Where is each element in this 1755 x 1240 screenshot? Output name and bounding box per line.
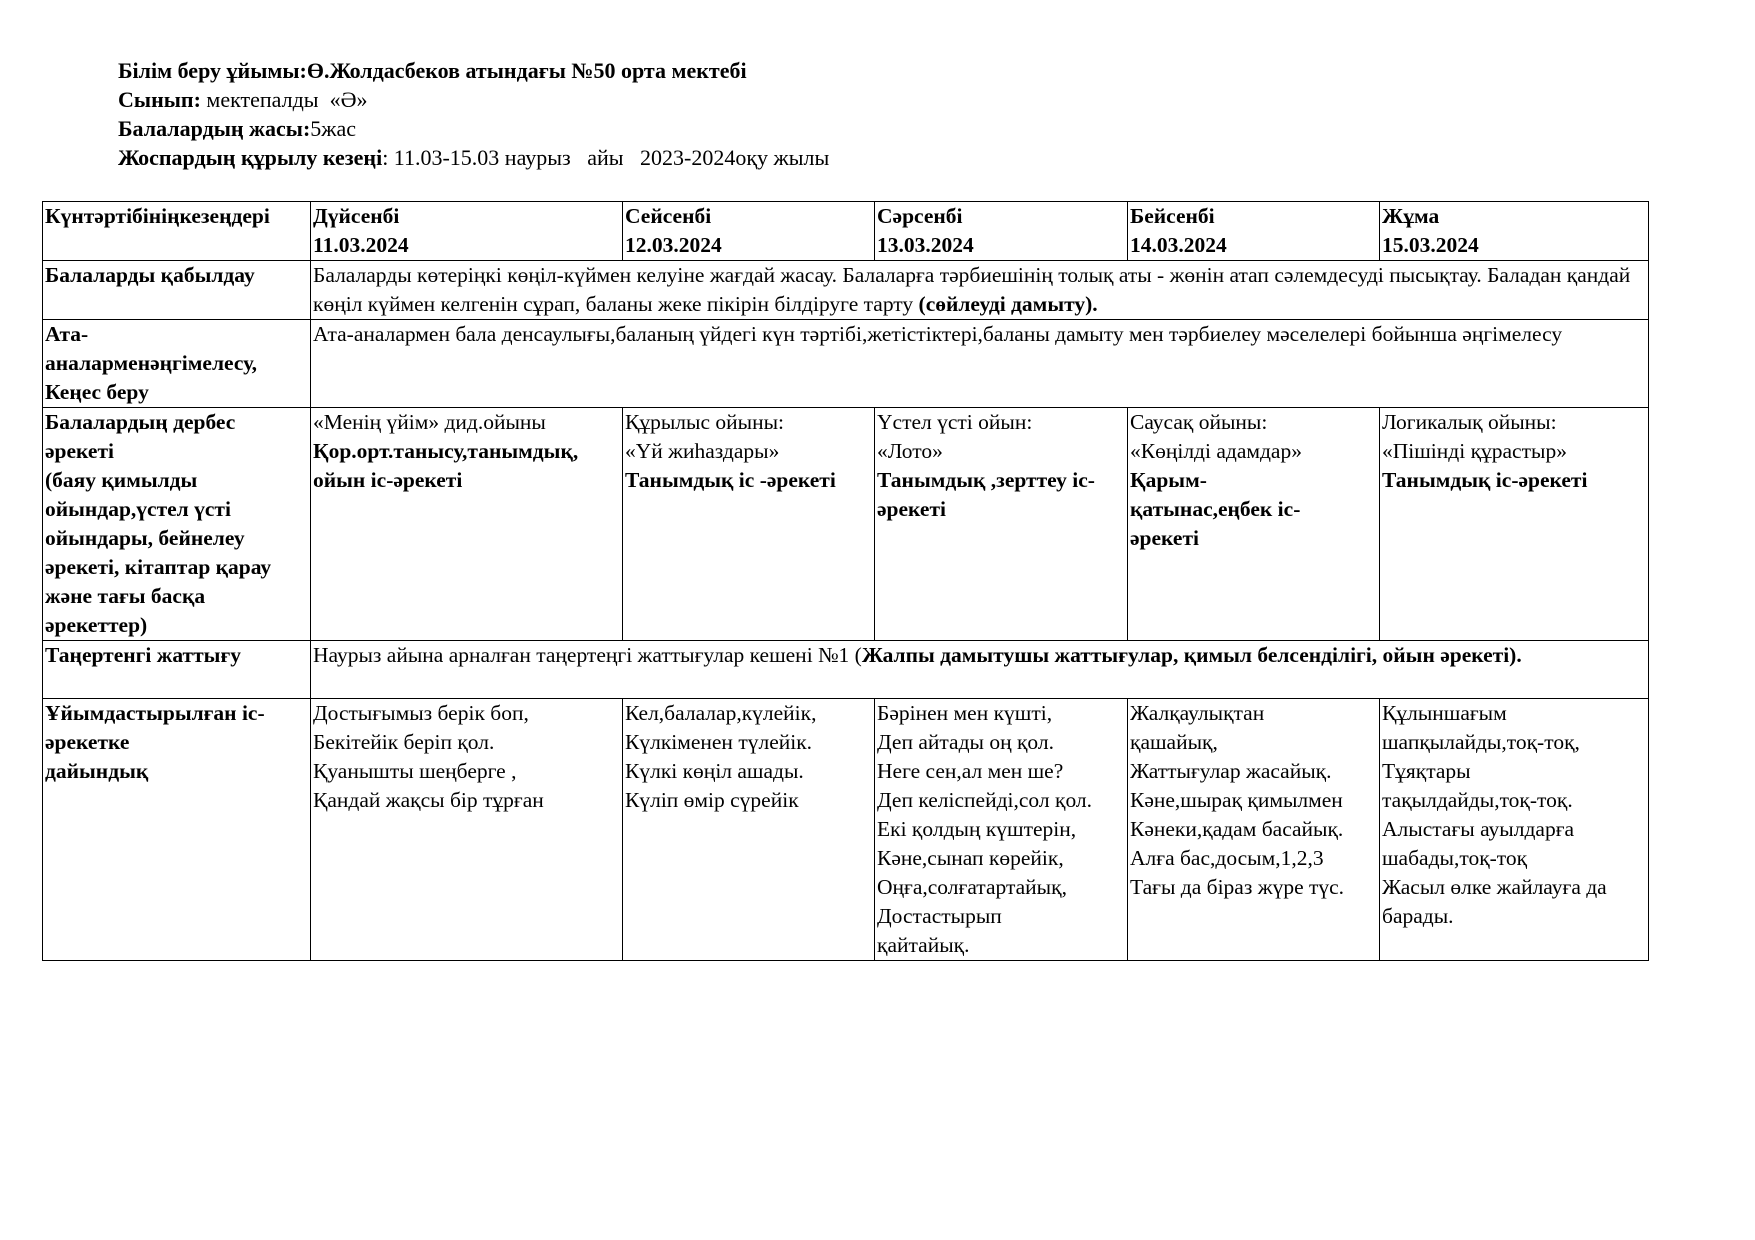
weekly-plan-table — [42, 201, 1649, 961]
org-label: Білім беру ұйымы: — [118, 58, 307, 83]
reception-text-bold: (сөйлеуді дамыту). — [918, 292, 1098, 316]
reception-text: Балаларды көтеріңкі көңіл-күймен келуіне жағдай жасау. Балаларға тәрбиешінің толық аты - жөнін атап сәлемдесуді пысықтау. Баладан қандай көңіл күймен келгенін сұрап, баланы жеке пікірін білдіруге тарту — [313, 263, 1631, 316]
row-label-parents-line: аналарменәңгімелесу, — [45, 351, 258, 375]
activity-type: Қарым- қатынас,еңбек іс- әрекеті — [1130, 468, 1301, 550]
row-label-parents-line: Кеңес беру — [45, 380, 149, 404]
reception-text-cell — [311, 261, 1649, 320]
organized-cell-friday: Құлыншағым шапқылайды,тоқ-тоқ, Тұяқтары тақылдайды,тоқ-тоқ. Алыстағы ауылдарға шабады,тоқ-тоқ Жасыл өлке жайлауға да барады. — [1380, 699, 1649, 961]
age-value: 5жас — [310, 116, 356, 141]
day-header-tuesday — [623, 202, 875, 261]
organized-cell-monday: Достығымыз берік боп, Бекітейік беріп қол. Қуанышты шеңберге , Қандай жақсы бір тұрған — [311, 699, 623, 961]
row-label-organized: Ұйымдастырылған іс- әрекетке дайындық — [43, 699, 311, 961]
period-line — [118, 143, 829, 172]
day-header-thursday — [1128, 202, 1380, 261]
day-header-monday — [311, 202, 623, 261]
row-label-morning: Таңертенгі жаттығу — [43, 641, 311, 699]
activity-name: Үстел үсті ойын: «Лото» — [877, 410, 1033, 463]
activity-type: Танымдық іс -әрекеті — [625, 468, 836, 492]
organized-cell-tuesday: Кел,балалар,күлейік, Күлкіменен түлейік. Күлкі көңіл ашады. Күліп өмір сүрейік — [623, 699, 875, 961]
morning-text-cell — [311, 641, 1649, 699]
age-line — [118, 114, 829, 143]
activity-type: Танымдық ,зерттеу іс-әрекеті — [877, 468, 1095, 521]
table-row — [43, 699, 1649, 961]
row-label-independent: Балалардың дербес әрекеті (баяу қимылды ойындар,үстел үсті ойындары, бейнелеу әрекеті, кітаптар қарау және тағы басқа әрекеттер) — [43, 408, 311, 641]
activity-name: «Менің үйім» дид.ойыны — [313, 410, 546, 434]
organized-cell-wednesday: Бәрінен мен күшті, Деп айтады оң қол. Неге сен,ал мен ше? Деп келіспейді,сол қол. Екі қолдың күштерін, Кәне,сынап көрейік, Оңға,солғатартайық, Достастырып қайтайық. — [875, 699, 1128, 961]
day-name: Сәрсенбі — [877, 204, 963, 228]
class-label: Сынып: — [118, 87, 201, 112]
independent-cell-thursday — [1128, 408, 1380, 641]
table-row — [43, 261, 1649, 320]
activity-name: Құрылыс ойыны: «Үй жиһаздары» — [625, 410, 785, 463]
period-value: : 11.03-15.03 наурыз айы 2023-2024оқу жылы — [382, 145, 830, 170]
parents-text: Ата-аналармен бала денсаулығы,баланың үйдегі күн тәртібі,жетістіктері,баланы дамыту мен тәрбиелеу мәселелері бойынша әңгімелесу — [311, 320, 1649, 408]
day-date: 11.03.2024 — [313, 233, 409, 257]
day-name: Дүйсенбі — [313, 204, 400, 228]
activity-type: Қор.орт.танысу,танымдық, ойын іс-әрекеті — [313, 439, 579, 492]
day-date: 13.03.2024 — [877, 233, 974, 257]
row-label-parents — [43, 320, 311, 408]
day-name: Жұма — [1382, 204, 1440, 228]
organized-cell-thursday: Жалқаулықтан қашайық, Жаттығулар жасайық. Кәне,шырақ қимылмен Кәнеки,қадам басайық. Алға бас,досым,1,2,3 Тағы да біраз жүре түс. — [1128, 699, 1380, 961]
table-row — [43, 408, 1649, 641]
day-header-wednesday — [875, 202, 1128, 261]
independent-cell-wednesday — [875, 408, 1128, 641]
independent-cell-tuesday — [623, 408, 875, 641]
activity-name: Логикалық ойыны: «Пішінді құрастыр» — [1382, 410, 1567, 463]
morning-text-bold: Жалпы дамытушы жаттығулар, қимыл белсенділігі, ойын әрекеті). — [861, 643, 1522, 667]
col-header-stages: Күнтәртібініңкезеңдері — [43, 202, 311, 261]
age-label: Балалардың жасы: — [118, 116, 311, 141]
row-label-reception: Балаларды қабылдау — [43, 261, 311, 320]
activity-type: Танымдық іс-әрекеті — [1382, 468, 1588, 492]
document-header — [118, 56, 829, 172]
activity-name: Саусақ ойыны: «Көңілді адамдар» — [1130, 410, 1302, 463]
class-value: мектепалды «Ә» — [200, 87, 368, 112]
org-value: Ө.Жолдасбеков атындағы №50 орта мектебі — [306, 58, 747, 83]
class-line — [118, 85, 829, 114]
day-name: Сейсенбі — [625, 204, 712, 228]
day-header-friday — [1380, 202, 1649, 261]
org-line — [118, 56, 829, 85]
day-date: 12.03.2024 — [625, 233, 722, 257]
period-label: Жоспардың құрылу кезеңі — [118, 145, 383, 170]
morning-text: Наурыз айына арналған таңертеңгі жаттығулар кешені №1 ( — [313, 643, 862, 667]
table-row — [43, 641, 1649, 699]
independent-cell-friday — [1380, 408, 1649, 641]
row-label-parents-line: Ата- — [45, 322, 89, 346]
table-row — [43, 320, 1649, 408]
day-date: 14.03.2024 — [1130, 233, 1227, 257]
day-name: Бейсенбі — [1130, 204, 1215, 228]
independent-cell-monday — [311, 408, 623, 641]
table-header-row — [43, 202, 1649, 261]
day-date: 15.03.2024 — [1382, 233, 1479, 257]
